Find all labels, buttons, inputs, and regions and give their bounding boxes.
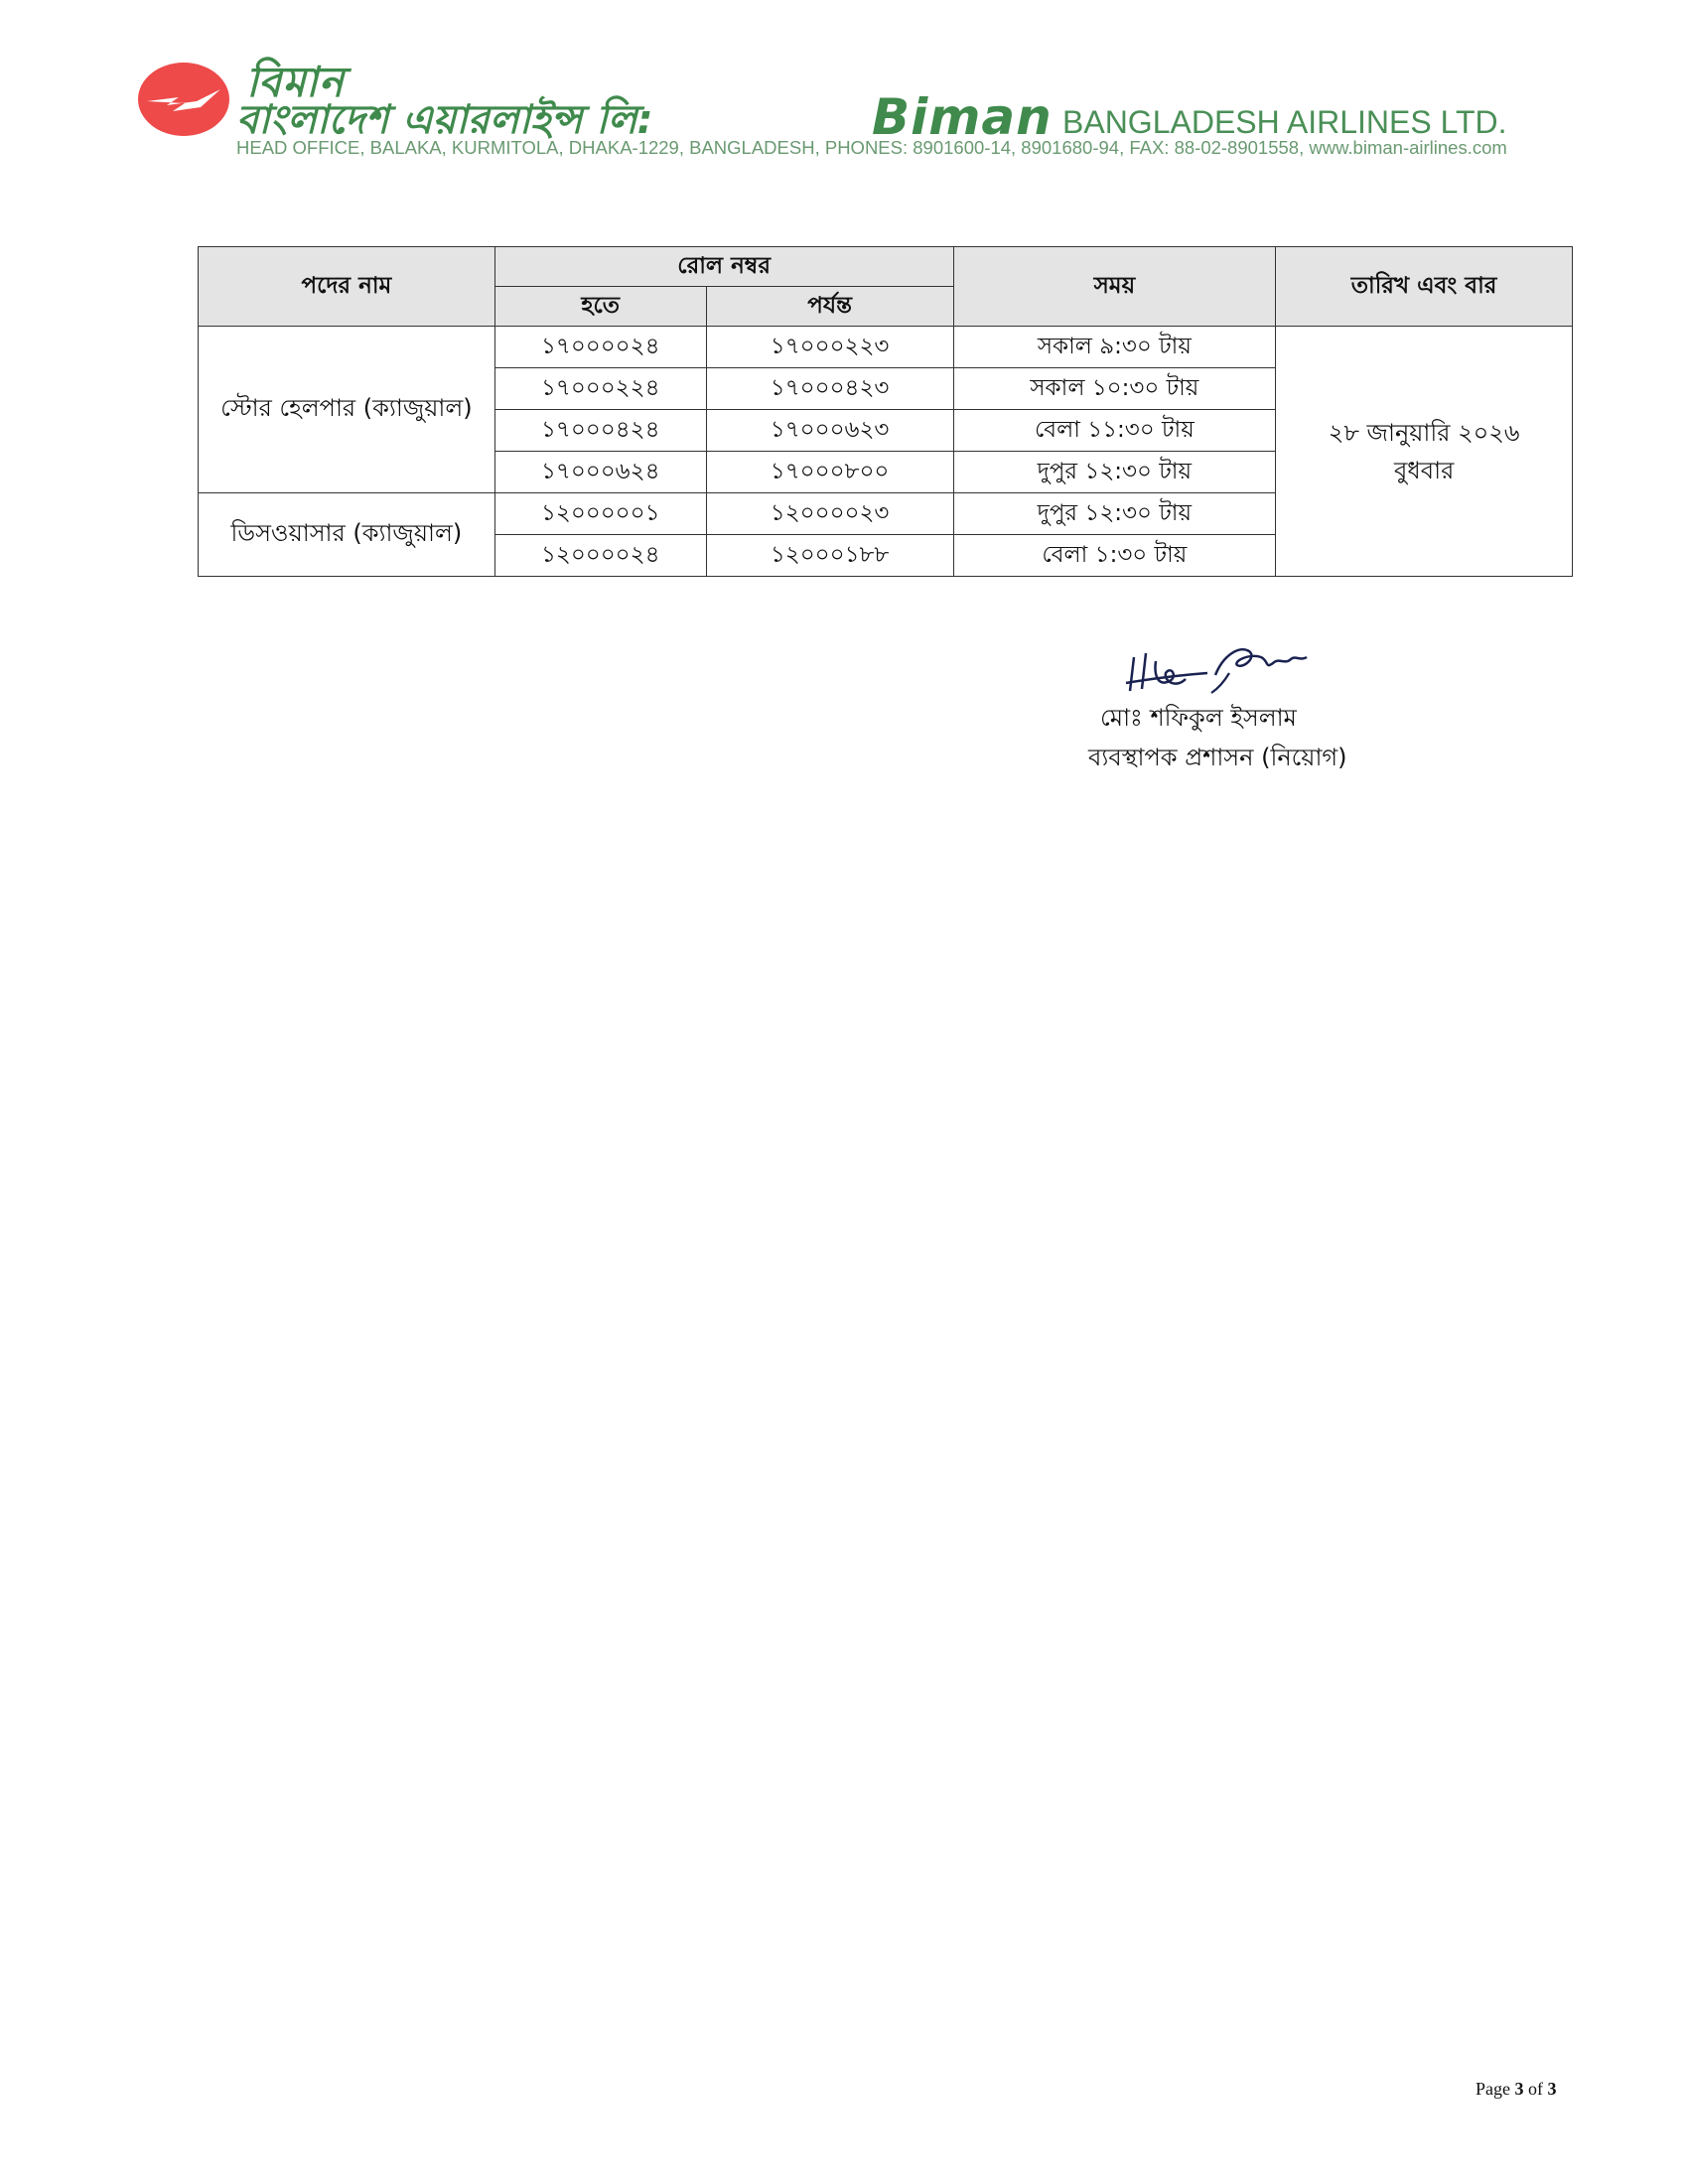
head-office-address: HEAD OFFICE, BALAKA, KURMITOLA, DHAKA-1229, BANGLADESH, PHONES: 8901600-14, 8901680-94, FAX: 88-02-8901558, www.biman-airlines.com xyxy=(236,137,1507,158)
header-roll-to: পর্যন্ত xyxy=(706,287,953,327)
post-name-cell: ডিসওয়াসার (ক্যাজুয়াল) xyxy=(199,493,495,577)
signatory-name: মোঃ শফিকুল ইসলাম xyxy=(1100,704,1297,732)
page-total: 3 xyxy=(1547,2079,1557,2099)
roll-to-cell: ১৭০০০৬২৩ xyxy=(706,410,953,452)
time-cell: সকাল ৯:৩০ টায় xyxy=(953,327,1276,368)
page-prefix: Page xyxy=(1476,2079,1510,2099)
time-cell: বেলা ১১:৩০ টায় xyxy=(953,410,1276,452)
header-roll-from: হতে xyxy=(494,287,706,327)
company-name-en: BANGLADESH AIRLINES LTD. xyxy=(1062,104,1507,140)
table-row xyxy=(199,327,1573,368)
roll-from-cell: ১২০০০০০১ xyxy=(494,493,706,535)
date-cell xyxy=(1276,327,1573,577)
time-cell: সকাল ১০:৩০ টায় xyxy=(953,368,1276,410)
time-cell: বেলা ১:৩০ টায় xyxy=(953,535,1276,577)
biman-logo-icon xyxy=(137,62,230,137)
header-date: তারিখ এবং বার xyxy=(1276,247,1573,327)
roll-from-cell: ১৭০০০০২৪ xyxy=(494,327,706,368)
roll-to-cell: ১৭০০০৮০০ xyxy=(706,452,953,493)
header-post: পদের নাম xyxy=(199,247,495,327)
page-number xyxy=(1476,2079,1557,2100)
company-name-bn-line1: বিমান xyxy=(246,58,345,106)
roll-from-cell: ১৭০০০৪২৪ xyxy=(494,410,706,452)
exam-date: ২৮ জানুয়ারি ২০২৬ xyxy=(1328,418,1520,447)
roll-from-cell: ১২০০০০২৪ xyxy=(494,535,706,577)
company-name-bn-line2: বাংলাদেশ এয়ারলাইন্স লি: xyxy=(236,97,653,143)
page-of: of xyxy=(1528,2079,1543,2099)
roll-to-cell: ১২০০০১৮৮ xyxy=(706,535,953,577)
signatory-title: ব্যবস্থাপক প্রশাসন (নিয়োগ) xyxy=(1088,744,1347,771)
roll-to-cell: ১৭০০০৪২৩ xyxy=(706,368,953,410)
signature-image xyxy=(1120,635,1315,697)
roll-to-cell: ১৭০০০২২৩ xyxy=(706,327,953,368)
exam-schedule-table xyxy=(198,246,1573,577)
letterhead xyxy=(137,60,1527,169)
exam-weekday: বুধবার xyxy=(1393,456,1455,484)
time-cell: দুপুর ১২:৩০ টায় xyxy=(953,493,1276,535)
post-name-cell: স্টোর হেলপার (ক্যাজুয়াল) xyxy=(199,327,495,493)
roll-to-cell: ১২০০০০২৩ xyxy=(706,493,953,535)
company-brand-en: Biman xyxy=(872,88,1053,146)
time-cell: দুপুর ১২:৩০ টায় xyxy=(953,452,1276,493)
roll-from-cell: ১৭০০০৬২৪ xyxy=(494,452,706,493)
header-time: সময় xyxy=(953,247,1276,327)
header-roll: রোল নম্বর xyxy=(494,247,953,287)
roll-from-cell: ১৭০০০২২৪ xyxy=(494,368,706,410)
page-current: 3 xyxy=(1514,2079,1524,2099)
